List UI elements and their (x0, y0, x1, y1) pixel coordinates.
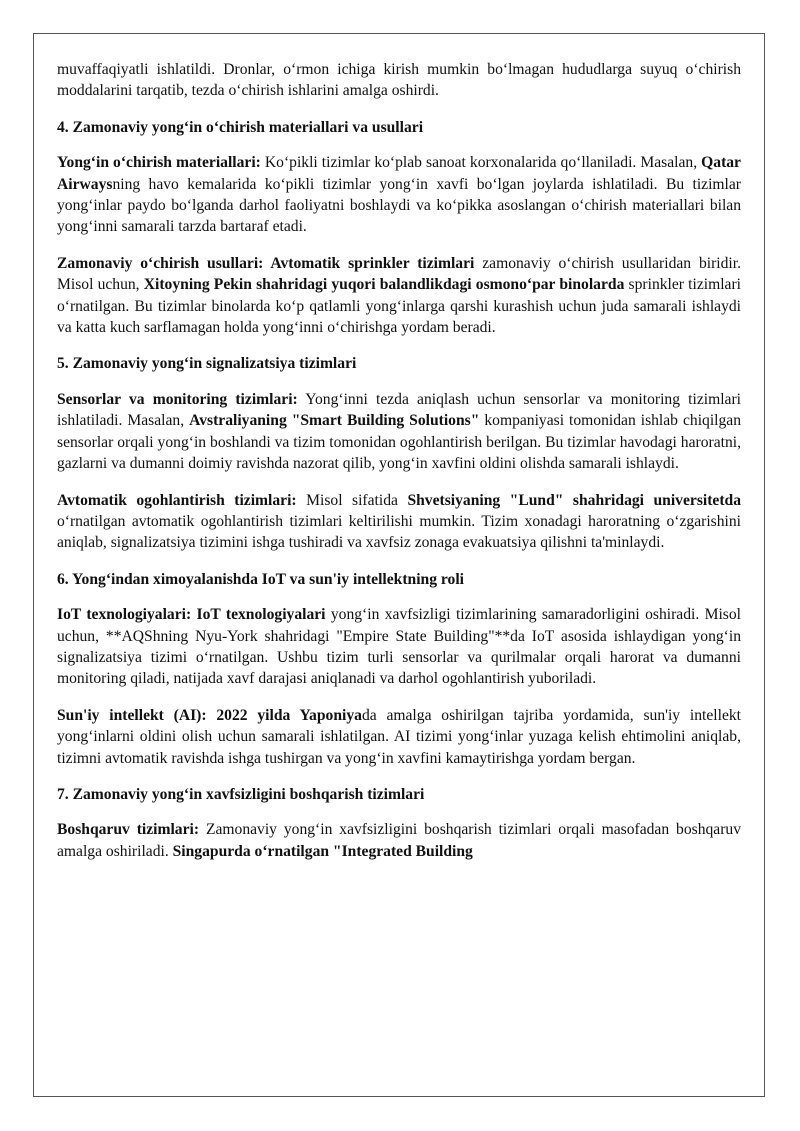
bold-term: Singapurda o‘rnatilgan "Integrated Building (172, 842, 473, 860)
paragraph-ai (57, 705, 741, 769)
paragraph-extinguishing-materials (57, 152, 741, 238)
paragraph-drones (57, 59, 741, 102)
paragraph-text: yong‘in xavfsizligi tizimlarining samaradorligini oshiradi. Misol uchun, **AQShning Nyu-York shahridagi "Empire State Building"**da IoT asosida ishlaydigan yong‘in signalizatsiya tizimi o‘rnatilgan. Ushbu tizim turli sensorlar va qurilmalar orqali harorat va dumanni monitoring qiladi, natijada xavf darajasi aniqlanadi va darhol ogohlantirish yuboriladi. (57, 606, 741, 688)
paragraph-text: Misol sifatida (296, 491, 408, 509)
section-heading-5: 5. Zamonaviy yong‘in signalizatsiya tizimlari (57, 355, 357, 373)
paragraph-sensors (57, 389, 741, 475)
bold-term: Xitoyning Pekin shahridagi yuqori balandlikdagi osmono‘par binolarda (143, 276, 625, 294)
paragraph-auto-warning (57, 490, 741, 554)
bold-term: Boshqaruv tizimlari: (57, 821, 200, 839)
paragraph-text: Zamonaviy yong‘in xavfsizligini boshqarish tizimlari orqali masofadan boshqaruv amalga oshiriladi. (57, 821, 741, 860)
bold-term: Shvetsiyaning "Lund" shahridagi universitetda (407, 491, 741, 509)
document-content (57, 59, 741, 877)
paragraph-text: sprinkler tizimlari o‘rnatilgan. Bu tizimlar binolarda ko‘p qatlamli yong‘inlarga qarshi kurashish uchun juda samarali ishlaydi va katta kuch sarflamagan holda yong‘inni o‘chirishga yordam beradi. (57, 276, 741, 337)
paragraph-text: Yong‘inni tezda aniqlash uchun sensorlar va monitoring tizimlari ishlatiladi. Masalan, (57, 390, 741, 430)
paragraph-iot (57, 604, 741, 690)
bold-term: Avtomatik ogohlantirish tizimlari: (57, 491, 297, 509)
bold-term: Sensorlar va monitoring tizimlari: (57, 390, 298, 408)
document-page (33, 33, 765, 1097)
section-heading-4: 4. Zamonaviy yong‘in o‘chirish materiallari va usullari (57, 118, 424, 136)
paragraph-text: o‘rnatilgan avtomatik ogohlantirish tizimlari keltirilishi mumkin. Tizim xonadagi haroratning o‘zgarishini aniqlab, signalizatsiya tizimini ishga tushiradi va xavfsiz zonaga evakuatsiya qilishni ta'minlaydi. (57, 512, 741, 552)
paragraph-text: ning havo kemalarida ko‘pikli tizimlar yong‘in xavfi bo‘lgan joylarda ishlatiladi. Bu tizimlar yong‘inlar paydo bo‘lganda darhol faoliyatni boshlaydi va ko‘pikka asoslangan o‘chirish materiallari bilan yong‘inni samarali tarzda bartaraf etadi. (57, 175, 741, 236)
paragraph-text: da amalga oshirilgan tajriba yordamida, sun'iy intellekt yong‘inlarni oldini olish uchun samarali ishlatilgan. AI tizimi yong‘inlar yuzaga kelish ehtimolini aniqlab, tizimni avtomatik ravishda ishga tushirgan va yong‘in xavfini kamaytirishga yordam bergan. (57, 706, 741, 767)
bold-term: Qatar Airways (57, 154, 741, 193)
section-heading-6: 6. Yong‘indan ximoyalanishda IoT va sun'iy intellektning roli (57, 570, 464, 588)
paragraph-text: kompaniyasi tomonidan ishlab chiqilgan sensorlar orqali yong‘in boshlandi va tizim tomonidan ogohlantirish berilgan. Bu tizimlar havodagi haroratni, gazlarni va dumanni doimiy ravishda nazorat qilib, yong‘in xavfini oldini olishda samarali ishlaydi. (57, 412, 742, 473)
section-heading-7: 7. Zamonaviy yong‘in xavfsizligini boshqarish tizimlari (57, 785, 425, 803)
bold-term: Sun'iy intellekt (AI): 2022 yilda Yaponiya (57, 706, 362, 724)
bold-term: Yong‘in o‘chirish materiallari: (57, 154, 261, 172)
bold-term: IoT texnologiyalari: IoT texnologiyalari (57, 606, 326, 624)
paragraph-extinguishing-methods (57, 253, 741, 339)
paragraph-text: zamonaviy o‘chirish usullaridan biridir. Misol uchun, (57, 254, 741, 294)
bold-term: Zamonaviy o‘chirish usullari: Avtomatik sprinkler tizimlari (57, 254, 475, 272)
paragraph-text: muvaffaqiyatli ishlatildi. Dronlar, o‘rmon ichiga kirish mumkin bo‘lmagan hududlarga suyuq o‘chirish moddalarini tarqatib, tezda o‘chirish ishlarini amalga oshirdi. (57, 61, 741, 100)
paragraph-management (57, 819, 741, 862)
paragraph-text: Ko‘pikli tizimlar ko‘plab sanoat korxonalarida qo‘llaniladi. Masalan, (260, 154, 702, 172)
bold-term: Avstraliyaning "Smart Building Solutions" (189, 412, 480, 430)
